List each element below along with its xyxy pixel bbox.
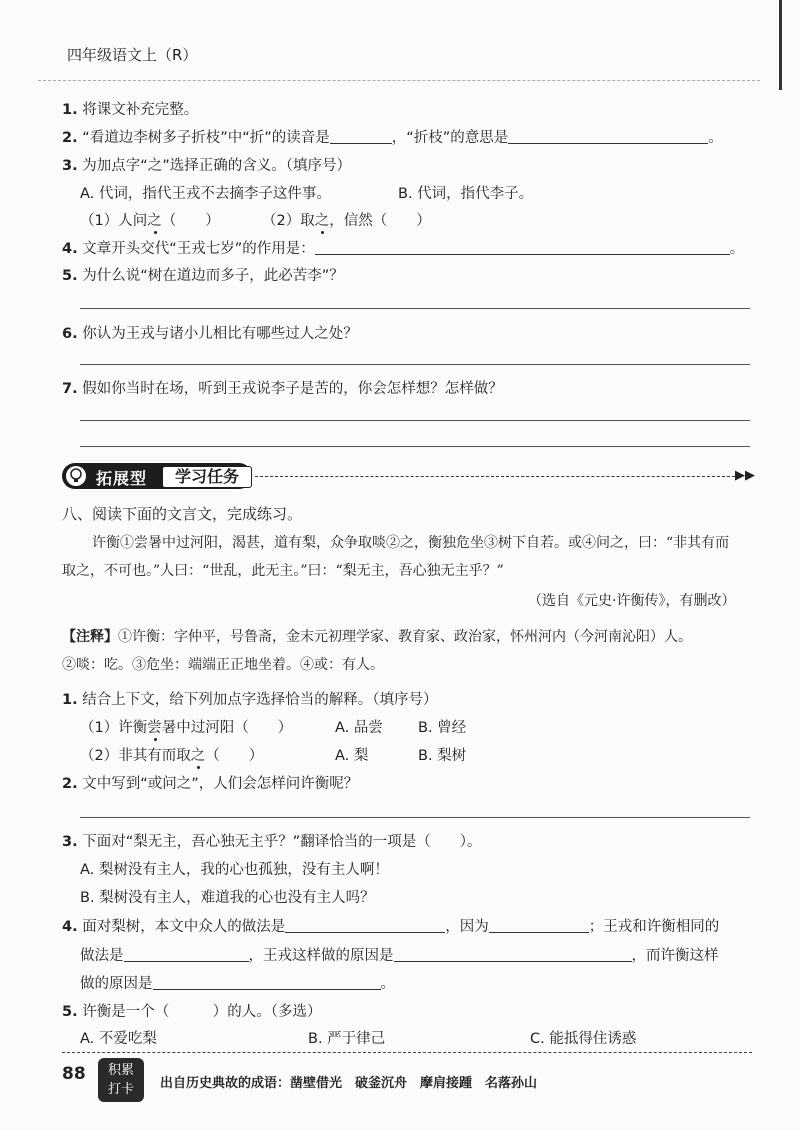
answer-blank[interactable] (124, 947, 249, 962)
answer-blank[interactable] (315, 240, 730, 255)
banner-tag-dark (62, 463, 252, 489)
badge-line-1: 积累 (107, 1063, 134, 1078)
badge-line-2: 打卡 (107, 1082, 134, 1097)
answer-blank[interactable] (153, 975, 381, 990)
q3: 3. 为加点字“之”选择正确的含义。（填序号） (62, 158, 351, 174)
p2-q5: 5. 许衡是一个（ ）的人。（多选） (62, 1004, 322, 1020)
p2-q3-option-a: A. 梨树没有主人，我的心也孤独，没有主人啊！ (80, 862, 389, 878)
p2-q5-option-c: C. 能抵得住诱惑 (530, 1031, 637, 1047)
double-arrow-icon: ▶▶ (735, 468, 755, 483)
q3-sub2: （2）取之，信然（ ） (262, 213, 431, 229)
p2-q5-option-a: A. 不爱吃梨 (80, 1031, 157, 1047)
p2-q1: 1. 结合上下文，给下列加点字选择恰当的解释。（填序号） (62, 692, 438, 708)
lightbulb-icon (66, 466, 86, 486)
p2-q2: 2. 文中写到“或问之”，人们会怎样问许衡呢？ (62, 776, 359, 792)
p2-q4-line3: 做的原因是 。 (80, 976, 395, 992)
p2-q4-line2: 做法是 ，王戎这样做的原因是 ，而许衡这样 (80, 948, 719, 964)
q6: 6. 你认为王戎与诸小儿相比有哪些过人之处？ (62, 326, 358, 342)
notes-line-1: 【注释】①许衡：字仲平，号鲁斋，金末元初理学家、教育家、政治家，怀州河内（今河南沁阳）人。 (62, 629, 692, 645)
passage-source: （选自《元史·许衡传》，有删改） (528, 593, 736, 609)
header-title: 四年级语文上（R） (67, 46, 198, 64)
q3-sub1: （1）人问之（ ） (80, 213, 220, 229)
q5: 5. 为什么说“树在道边而多子，此必苦李”？ (62, 268, 344, 284)
section-heading: 八、阅读下面的文言文，完成练习。 (62, 505, 303, 523)
p2-q3: 3. 下面对“梨无主，吾心独无主乎？”翻译恰当的一项是（ ）。 (62, 834, 482, 850)
answer-blank[interactable] (394, 947, 632, 962)
notes-line-2: ②啖：吃。③危坐：端端正正地坐着。④或：有人。 (62, 657, 384, 673)
answer-line[interactable] (80, 446, 750, 447)
p2-q1-row1-b: B. 曾经 (418, 720, 467, 736)
q3-option-b: B. 代词，指代李子。 (398, 186, 534, 202)
p2-q4-line1: 4. 面对梨树，本文中众人的做法是 ，因为 ；王戎和许衡相同的 (62, 919, 720, 935)
answer-line[interactable] (80, 364, 750, 365)
banner-tag2: 学习任务 (162, 466, 252, 488)
answer-line[interactable] (80, 308, 750, 309)
q1: 1. 将课文补充完整。 (62, 102, 199, 118)
p2-q1-row2-a: A. 梨 (335, 748, 369, 764)
page-number: 88 (62, 1064, 86, 1084)
q2: 2. “看道边李树多子折枝”中“折”的读音是 ，“折枝”的意思是 。 (62, 130, 723, 146)
answer-blank[interactable] (508, 129, 708, 144)
q4: 4. 文章开头交代“王戎七岁”的作用是： 。 (62, 241, 745, 257)
passage-line-1: 许衡①尝暑中过河阳，渴甚，道有梨，众争取啖②之，衡独危坐③树下自若。或④问之，曰：“非其有而 (92, 535, 730, 551)
answer-blank[interactable] (285, 918, 445, 933)
q7: 7. 假如你当时在场，听到王戎说李子是苦的，你会怎样想？怎样做？ (62, 381, 503, 397)
p2-q1-row2-b: B. 梨树 (418, 748, 467, 764)
answer-line[interactable] (80, 420, 750, 421)
passage-line-2: 取之，不可也。”人曰：“世乱，此无主。”曰：“梨无主，吾心独无主乎？” (62, 563, 504, 579)
p2-q3-option-b: B. 梨树没有主人，难道我的心也没有主人吗？ (80, 890, 375, 906)
p2-q1-row1-a: A. 品尝 (335, 720, 383, 736)
answer-blank[interactable] (330, 129, 392, 144)
banner-dashes (255, 476, 735, 477)
banner-tag1-text: 拓展型 (96, 469, 148, 488)
page-edge-bar (779, 0, 782, 90)
p2-q1-row1: （1）许衡尝暑中过河阳（ ） (80, 720, 293, 736)
answer-line[interactable] (80, 817, 750, 818)
footer-idioms: 出自历史典故的成语：凿壁借光 破釜沉舟 摩肩接踵 名落孙山 (160, 1076, 538, 1091)
q3-option-a: A. 代词，指代王戎不去摘李子这件事。 (80, 186, 331, 202)
header-divider (38, 80, 760, 81)
footer-divider (62, 1052, 752, 1053)
p2-q1-row2: （2）非其有而取之（ ） (80, 748, 264, 764)
p2-q5-option-b: B. 严于律己 (308, 1031, 386, 1047)
footer-badge (98, 1058, 144, 1102)
answer-blank[interactable] (489, 918, 589, 933)
